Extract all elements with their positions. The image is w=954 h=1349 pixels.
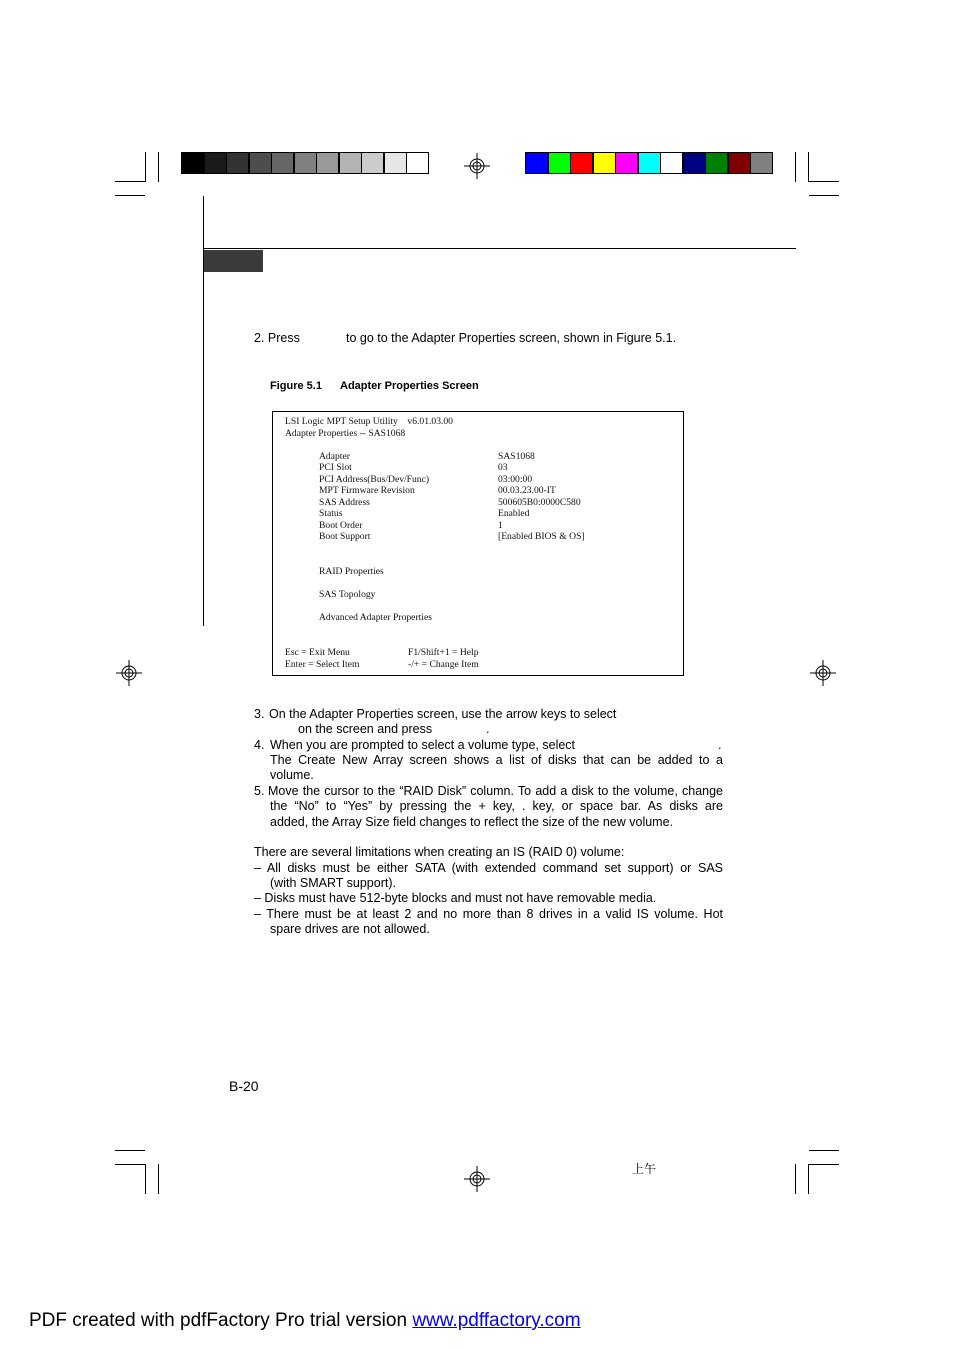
prop-label: PCI Slot (319, 462, 352, 473)
color-swatch (226, 152, 249, 174)
page-number: B-20 (229, 1078, 259, 1094)
color-swatch (294, 152, 317, 174)
limitations-intro: There are several limitations when creating an IS (RAID 0) volume: (254, 845, 625, 859)
color-swatch (525, 152, 548, 174)
limitation-item: – All disks must be either SATA (with extended command set support) or SAS (254, 861, 723, 875)
registration-mark-icon (464, 1166, 490, 1192)
color-swatch (181, 152, 204, 174)
prop-value: 1 (498, 519, 503, 531)
color-swatch (638, 152, 661, 174)
prop-label: Boot Order (319, 519, 363, 531)
step-text: added, the Array Size field changes to reflect the size of the new volume. (270, 815, 674, 829)
step-text: On the Adapter Properties screen, use the arrow keys to select (269, 707, 617, 721)
color-swatch (316, 152, 339, 174)
menu-raid-properties[interactable]: RAID Properties (319, 566, 384, 577)
step-text: volume. (270, 768, 314, 782)
prop-label: Boot Support (319, 531, 371, 542)
step-text: on the screen and press (298, 722, 433, 736)
adapter-properties-screen (272, 411, 684, 676)
step-number: 4. (254, 738, 265, 752)
registration-mark-icon (464, 153, 490, 179)
pdf-footer-text: PDF created with pdfFactory Pro trial version (29, 1310, 408, 1331)
step-text: the “No” to “Yes” by pressing the + key, . key, or space bar. As disks are (270, 799, 723, 813)
color-swatch (660, 152, 683, 174)
header-rule (203, 248, 796, 249)
color-swatch (615, 152, 638, 174)
step-text: . (486, 722, 490, 736)
color-swatch (750, 152, 773, 174)
prop-label: SAS Address (319, 496, 370, 508)
limitation-item: spare drives are not allowed. (270, 922, 430, 936)
registration-mark-icon (810, 660, 836, 686)
color-swatch (406, 152, 429, 174)
step-number: 5. (254, 784, 265, 798)
step2-text: to go to the Adapter Properties screen, shown in Figure 5.1. (346, 331, 677, 345)
color-swatch (339, 152, 362, 174)
color-swatch (570, 152, 593, 174)
figure-title: Adapter Properties Screen (340, 380, 479, 392)
key-hint: Esc = Exit Menu (285, 647, 350, 658)
figure-label: Figure 5.1 (270, 380, 322, 392)
limitation-item: – Disks must have 512-byte blocks and must not have removable media. (254, 891, 657, 905)
prop-value: 03:00:00 (498, 473, 533, 485)
header-tab (204, 250, 263, 272)
prop-label: PCI Address(Bus/Dev/Func) (319, 473, 430, 485)
prop-value: 500605B0:0000C580 (498, 496, 581, 508)
key-hint: Enter = Select Item (285, 658, 360, 670)
color-swatch (548, 152, 571, 174)
step-text: . (718, 738, 722, 752)
limitation-item: – There must be at least 2 and no more than 8 drives in a valid IS volume. Hot (254, 907, 723, 921)
color-swatch (593, 152, 616, 174)
color-swatch (683, 152, 706, 174)
step-text: When you are prompted to select a volume type, select (270, 738, 576, 752)
key-hint: -/+ = Change Item (408, 658, 479, 670)
color-swatch (705, 152, 728, 174)
pdffactory-link[interactable]: www.pdffactory.com (412, 1310, 581, 1331)
prop-label: MPT Firmware Revision (319, 485, 415, 496)
menu-sas-topology[interactable]: SAS Topology (319, 589, 376, 600)
utility-title: LSI Logic MPT Setup Utility v6.01.03.00 (285, 416, 453, 427)
menu-advanced-adapter-properties[interactable]: Advanced Adapter Properties (319, 612, 432, 623)
color-swatch (271, 152, 294, 174)
corner-char: 上午 (632, 1162, 657, 1176)
prop-value: 03 (498, 462, 508, 473)
prop-label: Adapter (319, 450, 350, 462)
pdf-footer (29, 1310, 581, 1332)
color-swatch (384, 152, 407, 174)
color-swatch (249, 152, 272, 174)
prop-value: Enabled (498, 508, 530, 519)
color-swatch (728, 152, 751, 174)
step-number: 3. (254, 707, 265, 721)
key-hint: F1/Shift+1 = Help (408, 647, 479, 658)
step-text: Move the cursor to the “RAID Disk” column. To add a disk to the volume, change (268, 784, 723, 798)
prop-value: [Enabled BIOS & OS] (498, 531, 585, 542)
color-swatch (361, 152, 384, 174)
color-swatch (204, 152, 227, 174)
limitation-item: (with SMART support). (270, 876, 396, 890)
registration-mark-icon (116, 660, 142, 686)
step-text: The Create New Array screen shows a list of disks that can be added to a (270, 753, 723, 767)
prop-value: SAS1068 (498, 450, 535, 462)
screen-title: Adapter Properties -- SAS1068 (285, 427, 406, 439)
step2-prefix: 2. Press (254, 331, 300, 345)
prop-label: Status (319, 508, 343, 519)
prop-value: 00.03.23.00-IT (498, 485, 556, 496)
